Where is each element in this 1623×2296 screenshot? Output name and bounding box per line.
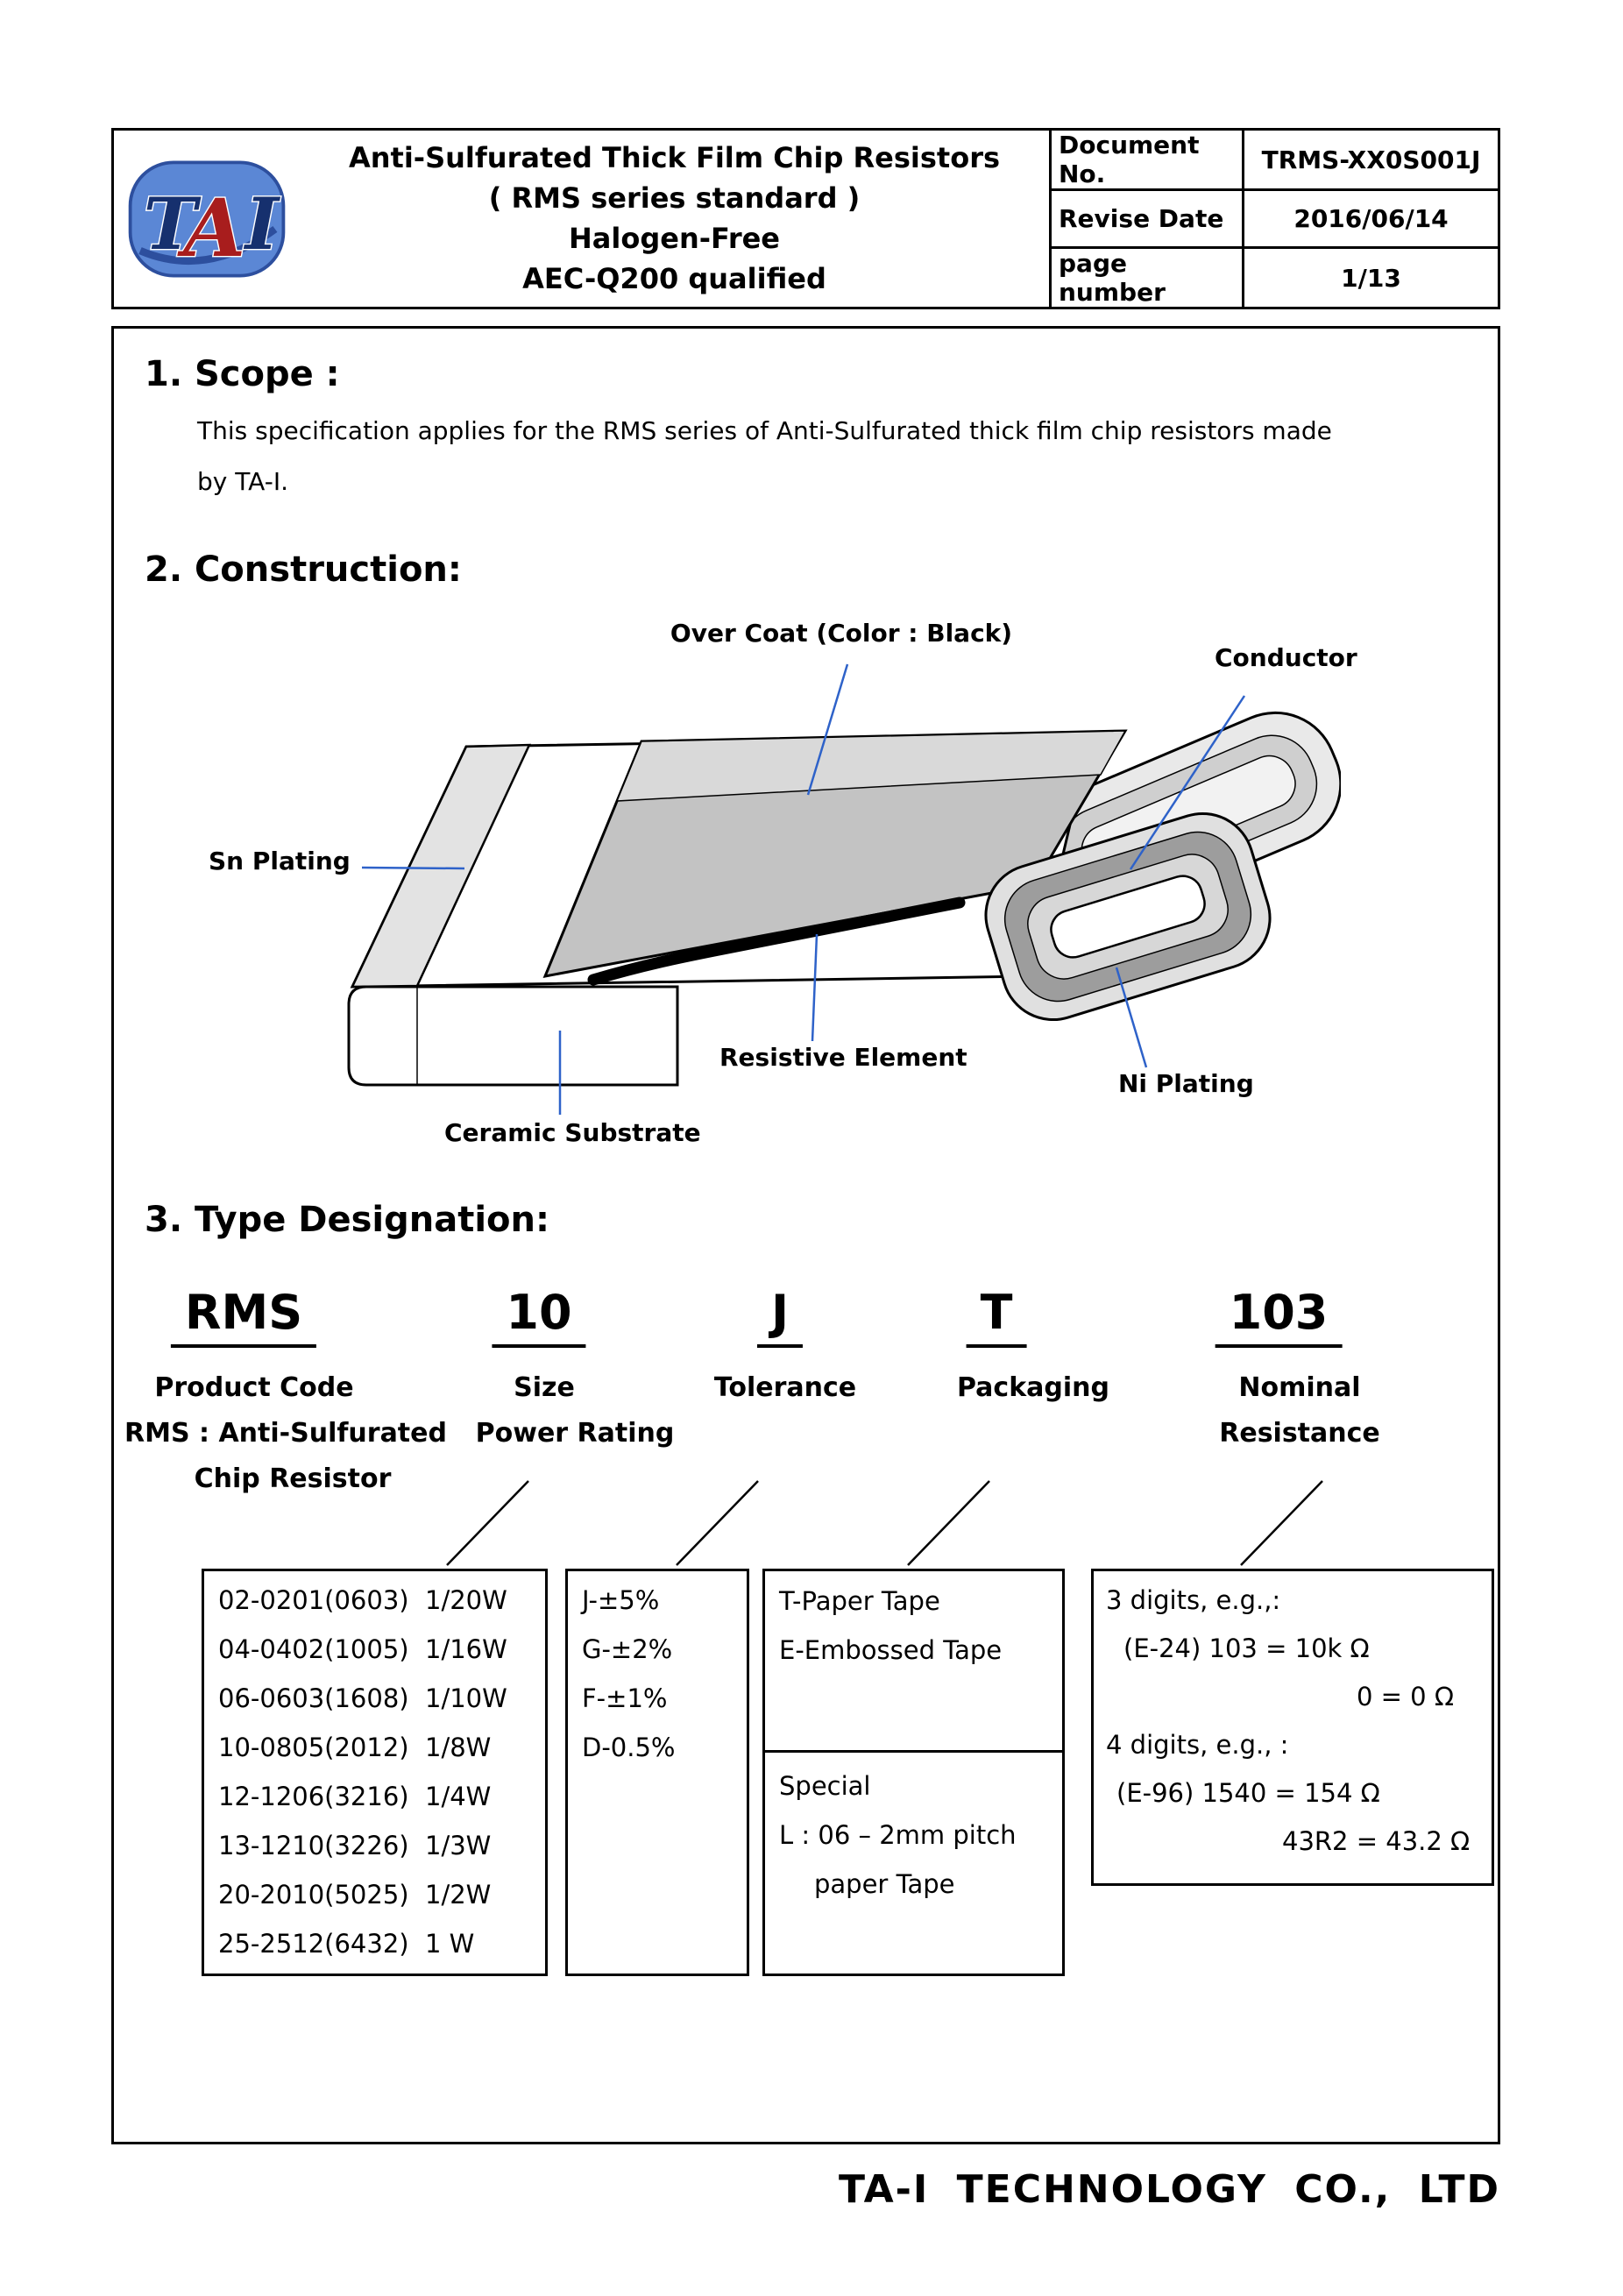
size-code: 02-0201(0603) bbox=[218, 1585, 409, 1615]
code-resistance: 103 bbox=[1215, 1285, 1343, 1348]
title-line-3: Halogen-Free bbox=[569, 222, 780, 255]
packaging-special-cell bbox=[765, 1753, 1062, 1909]
packaging-option: T-Paper Tape bbox=[779, 1586, 940, 1616]
code-packaging: T bbox=[967, 1285, 1027, 1348]
designation-detail-boxes bbox=[114, 1569, 1498, 1981]
tai-logo-icon bbox=[124, 152, 290, 286]
nominal-line: 3 digits, e.g.,: bbox=[1106, 1585, 1281, 1615]
page-number-value: 1/13 bbox=[1341, 263, 1401, 293]
revise-date-label: Revise Date bbox=[1052, 191, 1244, 246]
main-frame bbox=[111, 326, 1500, 2144]
info-row-page-number bbox=[1052, 249, 1498, 307]
nominal-line: (E-24) 103 = 10k Ω bbox=[1123, 1633, 1370, 1663]
nominal-label: Nominal bbox=[1238, 1372, 1361, 1403]
page-content bbox=[111, 128, 1500, 2212]
power-value: 1 W bbox=[425, 1929, 475, 1959]
power-value: 1/4W bbox=[425, 1782, 492, 1811]
tolerance-item: J-±5% bbox=[582, 1585, 660, 1615]
size-power-row bbox=[204, 1625, 545, 1674]
company-footer: TA-I TECHNOLOGY CO., LTD bbox=[839, 2167, 1500, 2212]
over-coat-label: Over Coat (Color : Black) bbox=[670, 619, 1013, 648]
scope-heading: 1. Scope : bbox=[145, 354, 340, 394]
tolerance-item: D-0.5% bbox=[582, 1733, 676, 1762]
designation-codes-row bbox=[114, 1285, 1498, 1355]
nominal-line: 4 digits, e.g., : bbox=[1106, 1730, 1289, 1760]
scope-line-1: This specification applies for the RMS series of Anti-Sulfurated thick film chip resistors made bbox=[197, 416, 1332, 445]
power-rating-label: Power Rating bbox=[475, 1418, 675, 1449]
size-power-row bbox=[204, 1723, 545, 1772]
construction-diagram bbox=[202, 608, 1357, 1160]
size-power-row bbox=[204, 1870, 545, 1919]
substrate-front-face bbox=[349, 987, 677, 1085]
document-no-label: Document No. bbox=[1052, 131, 1244, 188]
size-code: 13-1210(3226) bbox=[218, 1831, 409, 1860]
size-power-row bbox=[204, 1772, 545, 1821]
logo-cell bbox=[114, 131, 300, 307]
power-value: 1/3W bbox=[425, 1831, 492, 1860]
nominal-line: 0 = 0 Ω bbox=[1357, 1682, 1455, 1711]
sn-plating-label: Sn Plating bbox=[209, 847, 351, 875]
logo-letter-i: I bbox=[245, 181, 279, 266]
document-no-value: TRMS-XX0S001J bbox=[1261, 145, 1481, 174]
document-title bbox=[300, 131, 1049, 307]
nominal-line: 43R2 = 43.2 Ω bbox=[1282, 1826, 1471, 1856]
packaging-standard-cell bbox=[765, 1571, 1062, 1753]
power-value: 1/16W bbox=[425, 1634, 507, 1664]
resistance-label: Resistance bbox=[1219, 1418, 1380, 1449]
info-row-revise-date bbox=[1052, 191, 1498, 249]
power-value: 1/8W bbox=[425, 1733, 492, 1762]
title-line-1: Anti-Sulfurated Thick Film Chip Resistors bbox=[348, 141, 1001, 174]
size-code: 06-0603(1608) bbox=[218, 1683, 409, 1713]
ni-plating-label: Ni Plating bbox=[1118, 1069, 1254, 1098]
packaging-special-line: L : 06 – 2mm pitch bbox=[779, 1820, 1017, 1850]
resistive-element-label: Resistive Element bbox=[719, 1043, 967, 1072]
designation-heading: 3. Type Designation: bbox=[145, 1200, 549, 1240]
logo-letter-t: T bbox=[143, 181, 197, 266]
info-row-document-no bbox=[1052, 131, 1498, 191]
packaging-special-line: paper Tape bbox=[814, 1869, 955, 1899]
size-code: 10-0805(2012) bbox=[218, 1733, 409, 1762]
code-product: RMS bbox=[171, 1285, 316, 1348]
size-label: Size bbox=[514, 1372, 575, 1403]
code-tolerance: J bbox=[757, 1285, 803, 1348]
packaging-special-title: Special bbox=[779, 1771, 871, 1801]
size-power-row bbox=[204, 1821, 545, 1870]
size-power-row bbox=[204, 1919, 545, 1968]
document-info-table bbox=[1049, 131, 1498, 307]
power-value: 1/20W bbox=[425, 1585, 507, 1615]
packaging-option: E-Embossed Tape bbox=[779, 1635, 1003, 1665]
size-power-box bbox=[202, 1569, 548, 1976]
size-code: 20-2010(5025) bbox=[218, 1880, 409, 1910]
power-value: 1/10W bbox=[425, 1683, 507, 1713]
power-value: 1/2W bbox=[425, 1880, 492, 1910]
packaging-label: Packaging bbox=[957, 1372, 1109, 1403]
logo-letter-a: A bbox=[183, 180, 246, 275]
size-power-row bbox=[204, 1674, 545, 1723]
tolerance-box bbox=[565, 1569, 749, 1976]
size-code: 04-0402(1005) bbox=[218, 1634, 409, 1664]
tolerance-label: Tolerance bbox=[713, 1372, 857, 1403]
ceramic-substrate-label: Ceramic Substrate bbox=[444, 1118, 701, 1147]
code-size: 10 bbox=[492, 1285, 585, 1348]
product-desc-line2: Chip Resistor bbox=[194, 1463, 392, 1494]
scope-line-2: by TA-I. bbox=[197, 467, 288, 496]
packaging-box bbox=[762, 1569, 1065, 1976]
header bbox=[111, 128, 1500, 309]
title-line-4: AEC-Q200 qualified bbox=[522, 262, 826, 295]
product-code-label: Product Code bbox=[154, 1372, 354, 1403]
nominal-line: (E-96) 1540 = 154 Ω bbox=[1116, 1778, 1380, 1808]
product-desc-line1: RMS : Anti-Sulfurated bbox=[124, 1418, 447, 1449]
title-line-2: ( RMS series standard ) bbox=[488, 181, 861, 215]
nominal-resistance-box bbox=[1091, 1569, 1494, 1886]
conductor-label: Conductor bbox=[1215, 643, 1357, 672]
tolerance-item: F-±1% bbox=[582, 1683, 668, 1713]
construction-heading: 2. Construction: bbox=[145, 549, 462, 590]
size-code: 12-1206(3216) bbox=[218, 1782, 409, 1811]
page-number-label: page number bbox=[1052, 249, 1244, 307]
tolerance-item: G-±2% bbox=[582, 1634, 673, 1664]
size-code: 25-2512(6432) bbox=[218, 1929, 409, 1959]
scope-body bbox=[197, 406, 1498, 507]
size-power-row bbox=[204, 1576, 545, 1625]
designation-labels bbox=[114, 1372, 1498, 1506]
revise-date-value: 2016/06/14 bbox=[1293, 204, 1449, 233]
